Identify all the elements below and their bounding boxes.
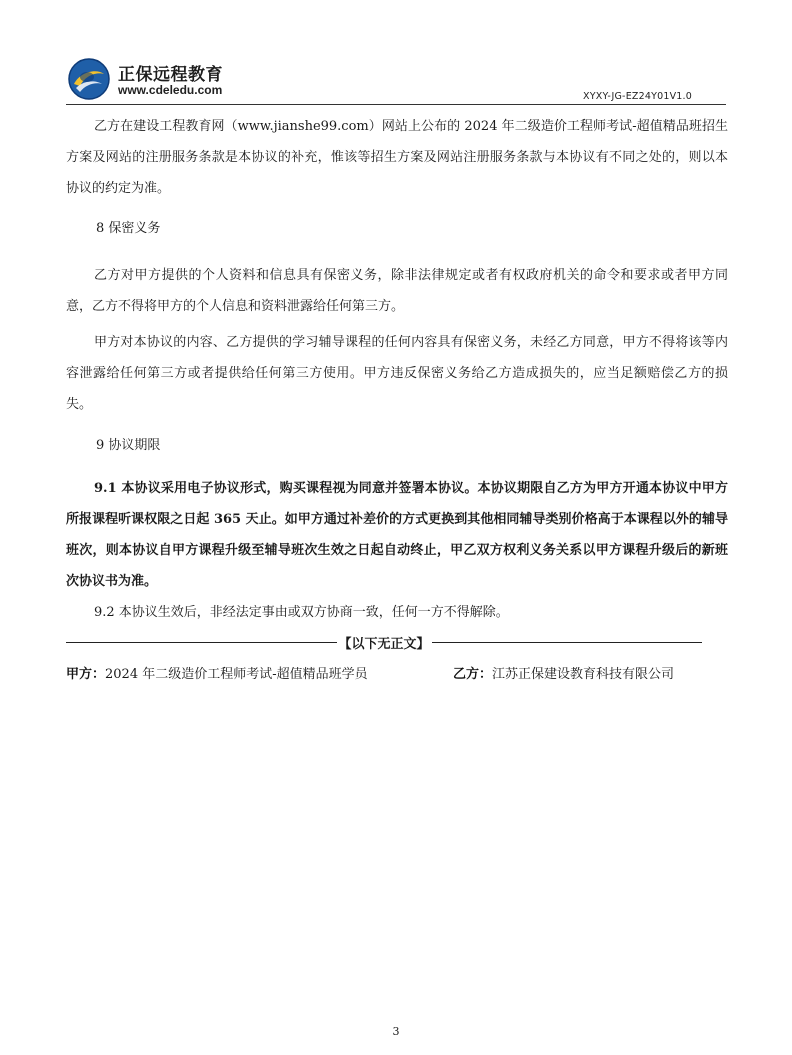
clause-9-1: 9.1 本协议采用电子协议形式，购买课程视为同意并签署本协议。本协议期限自乙方为甲方开通本协议中甲方所报课程听课权限之日起 365 天止。如甲方通过补差价的方式更换到其他相同辅导类别价格高于本课程以外的辅导班次，则本协议自甲方课程升级至辅导班次生效之日起自动终止，甲乙双方权利义务关系以甲方课程升级后的新班次协议书为准。	[66, 481, 728, 589]
party-b	[453, 663, 674, 682]
section-8-paragraph: 甲方对本协议的内容、乙方提供的学习辅导课程的任何内容具有保密义务，未经乙方同意，甲方不得将该等内容泄露给任何第三方或者提供给任何第三方使用。甲方违反保密义务给乙方造成损失的，应当足额赔偿乙方的损失。	[66, 335, 728, 412]
document-code: XYXY-JG-EZ24Y01V1.0	[583, 91, 692, 102]
brand-name: 正保远程教育	[118, 65, 223, 85]
party-b-value: 江苏正保建设教育科技有限公司	[492, 667, 675, 682]
section-8-heading: 8 保密义务	[96, 221, 161, 236]
brand-website: www.cdeledu.com	[118, 83, 223, 97]
clause-9-2: 9.2 本协议生效后，非经法定事由或双方协商一致，任何一方不得解除。	[94, 605, 509, 620]
separator-line	[66, 642, 337, 643]
party-a-value: 2024 年二级造价工程师考试-超值精品班学员	[105, 667, 368, 682]
header-divider	[66, 104, 726, 105]
party-b-label: 乙方：	[453, 667, 493, 682]
end-of-text-separator	[66, 633, 702, 652]
page-number: 3	[392, 1025, 400, 1038]
party-a-label: 甲方：	[66, 667, 106, 682]
page-header	[66, 56, 726, 104]
intro-paragraph: 乙方在建设工程教育网（www.jianshe99.com）网站上公布的 2024 年二级造价工程师考试-超值精品班招生方案及网站的注册服务条款是本协议的补充，惟该等招生方案及网站注册服务条款与本协议有不同之处的，则以本协议的约定为准。	[66, 119, 728, 196]
section-8-paragraph: 乙方对甲方提供的个人资料和信息具有保密义务，除非法律规定或者有权政府机关的命令和要求或者甲方同意，乙方不得将甲方的个人信息和资料泄露给任何第三方。	[66, 268, 728, 314]
section-9-heading: 9 协议期限	[96, 438, 161, 453]
end-of-text-label: 【以下无正文】	[338, 637, 430, 652]
separator-line	[432, 642, 703, 643]
party-a	[66, 663, 368, 682]
cdeledu-globe-logo-icon	[68, 58, 110, 100]
